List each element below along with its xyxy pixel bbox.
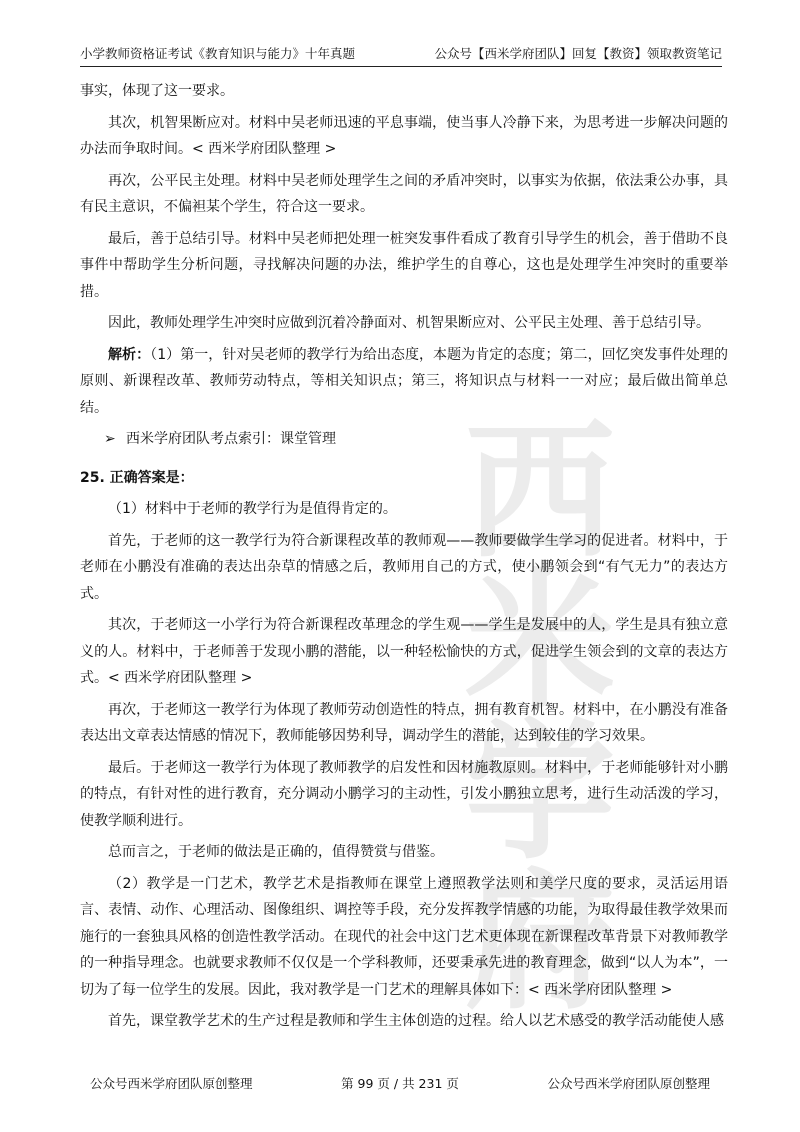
document-body xyxy=(80,78,728,1040)
paragraph: 再次，于老师这一教学行为体现了教师劳动创造性的特点，拥有教育机智。材料中，在小鹏没有准备表达出文章表达情感的情况下，教师能够因势利导，调动学生的潜能，达到较佳的学习效果。 xyxy=(80,701,728,744)
watermark-line-1: 西米 xyxy=(464,406,615,730)
question-heading: 25. 正确答案是： xyxy=(80,469,194,486)
paragraph: 因此，教师处理学生冲突时应做到沉着冷静面对、机智果断应对、公平民主处理、善于总结引导。 xyxy=(108,315,710,331)
paragraph: 其次，机智果断应对。材料中吴老师迅速的平息事端，使当事人冷静下来，为思考进一步解决问题的办法而争取时间。< 西米学府团队整理 > xyxy=(80,114,728,157)
paragraph: 首先，课堂教学艺术的生产过程是教师和学生主体创造的过程。给人以艺术感受的教学活动能使人感 xyxy=(108,1013,724,1029)
arrow-bullet-icon: ➢ xyxy=(104,431,116,447)
bullet-text: 西米学府团队考点索引：课堂管理 xyxy=(126,431,336,447)
header-left-text: 小学教师资格证考试《教育知识与能力》十年真题 xyxy=(80,46,356,61)
paragraph: 事实，体现了这一要求。 xyxy=(80,83,234,99)
bullet-item xyxy=(80,426,728,453)
paragraph: （2）教学是一门艺术，教学艺术是指教师在课堂上遵照教学法则和美学尺度的要求，灵活运用语言、表情、动作、心理活动、图像组织、调控等手段，充分发挥教学情感的功能，为取得最佳教学效果而施行的一套独具风格的创造性教学活动。在现代的社会中这门艺术更体现在新课程改革背景下对教师教学的一种指导理念。也就要求教师不仅仅是一个学科教师，还要秉承先进的教育理念，做到“以人为本”，一切为了每一位学生的发展。因此，我对教学是一门艺术的理解具体如下：< 西米学府团队整理 > xyxy=(80,875,728,998)
header-right-text: 公众号【西米学府团队】回复【教资】领取教资笔记 xyxy=(434,46,722,61)
paragraph: 首先，于老师的这一教学行为符合新课程改革的教师观——教师要做学生学习的促进者。材料中，于老师在小鹏没有准确的表达出杂草的情感之后，教师用自己的方式，使小鹏领会到“有气无力”的表达方式。 xyxy=(80,532,728,602)
paragraph: 再次，公平民主处理。材料中吴老师处理学生之间的矛盾冲突时，以事实为依据，依法秉公办事，具有民主意识，不偏袒某个学生，符合这一要求。 xyxy=(80,172,728,215)
analysis-label: 解析： xyxy=(108,346,151,363)
watermark-line-2: 学府 xyxy=(464,706,615,1030)
page-number: 第 99 页 / 共 231 页 xyxy=(341,1076,459,1091)
paragraph: 总而言之，于老师的做法是正确的，值得赞赏与借鉴。 xyxy=(108,844,444,860)
paragraph: 最后，善于总结引导。材料中吴老师把处理一桩突发事件看成了教育引导学生的机会，善于借助不良事件中帮助学生分析问题，寻找解决问题的办法，维护学生的自尊心，这也是处理学生冲突时的重要举措。 xyxy=(80,230,728,300)
footer-left-text: 公众号西米学府团队原创整理 xyxy=(90,1076,253,1091)
paragraph: 最后。于老师这一教学行为体现了教师教学的启发性和因材施教原则。材料中，于老师能够针对小鹏的特点，有针对性的进行教育，充分调动小鹏学习的主动性，引发小鹏独立思考，进行生动活泼的学习，使教学顺利进行。 xyxy=(80,759,728,829)
footer-right-text: 公众号西米学府团队原创整理 xyxy=(547,1076,710,1091)
page-header xyxy=(80,44,722,67)
paragraph: （1）材料中于老师的教学行为是值得肯定的。 xyxy=(108,501,397,517)
analysis-text: （1）第一，针对吴老师的教学行为给出态度，本题为肯定的态度；第二，回忆突发事件处理的原则、新课程改革、教师劳动特点，等相关知识点；第三，将知识点与材料一一对应；最后做出简单总结。 xyxy=(80,346,729,416)
page-footer xyxy=(90,1074,710,1094)
analysis-paragraph xyxy=(80,342,728,422)
paragraph: 其次，于老师这一小学行为符合新课程改革理念的学生观——学生是发展中的人，学生是具有独立意义的人。材料中，于老师善于发现小鹏的潜能，以一种轻松愉快的方式，促进学生领会到的文章的表达方式。< 西米学府团队整理 > xyxy=(80,617,728,686)
